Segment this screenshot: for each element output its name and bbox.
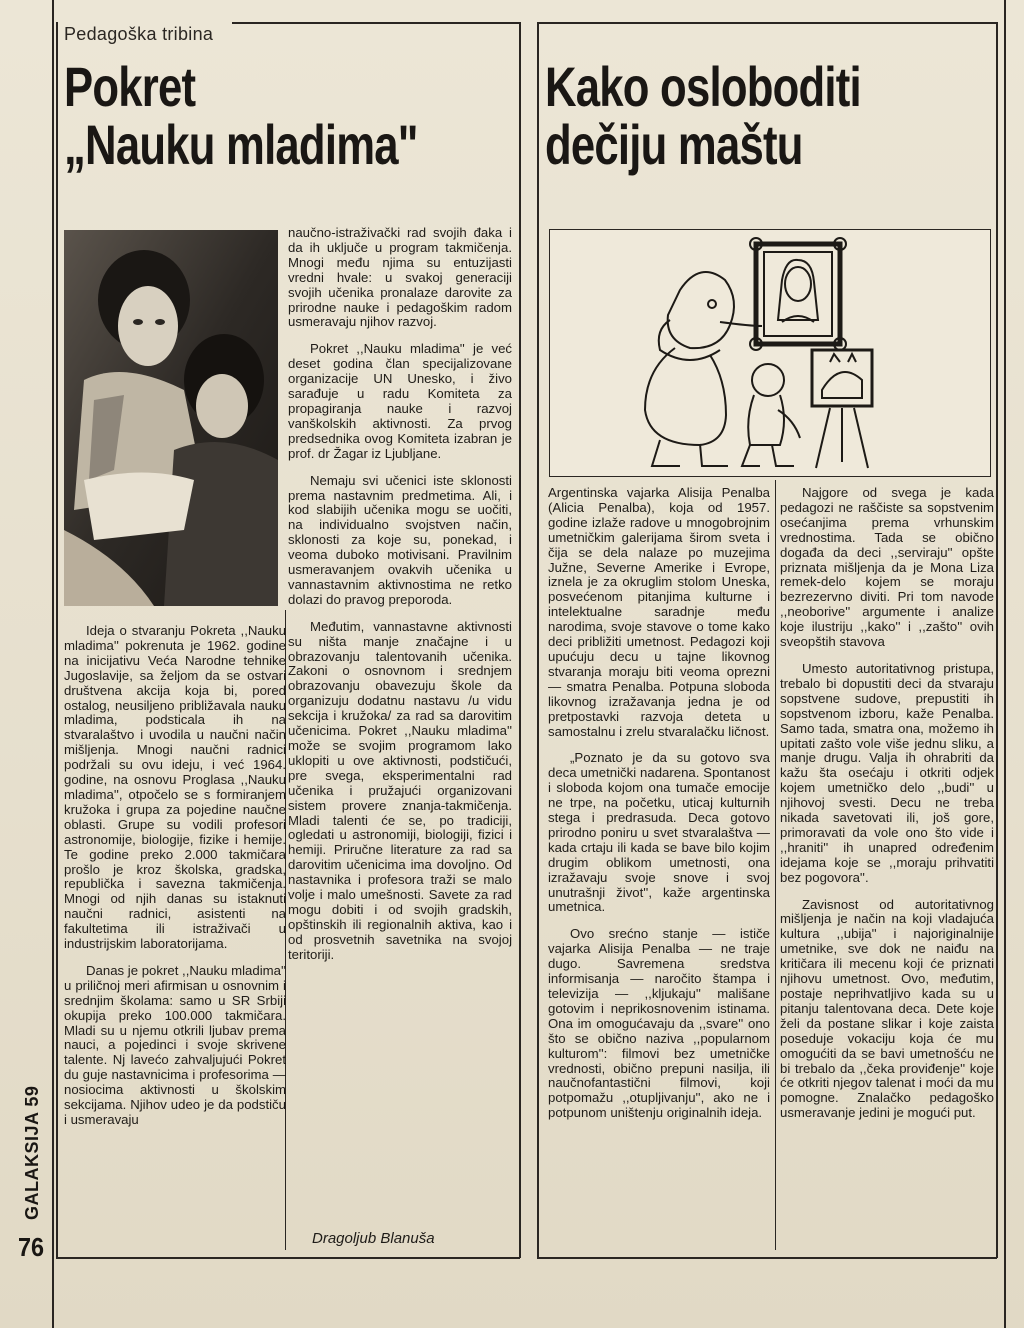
left-article-column-2 bbox=[288, 226, 512, 975]
right-headline bbox=[545, 55, 861, 176]
right-article-frame-top bbox=[537, 22, 997, 24]
right-article-column-1 bbox=[548, 486, 770, 1133]
section-kicker: Pedagoška tribina bbox=[64, 24, 214, 44]
right-article-frame-right bbox=[996, 22, 998, 1258]
left-margin-rule bbox=[52, 0, 54, 1328]
cartoon-illustration bbox=[549, 229, 991, 477]
paragraph: naučno-istraživački rad svojih đaka i da ih uključe u program takmičenja. Mnogi među njima su entuzijasti vredni hvale: u svakoj generaciji svojih učenika pronalaze darovite za prirodne nauke i pedagoškim radom usmeravaju njihov razvoj. bbox=[288, 225, 512, 330]
page-right-edge bbox=[1004, 0, 1006, 1328]
left-article-frame-left bbox=[56, 22, 58, 1258]
students-photo bbox=[64, 230, 278, 606]
paragraph: Zavisnost od autoritativnog mišljenja je način na koji vladajuća kultura ,,ubija'' i najoriginalnije umetnike, sve dok ne naiđu na kritičara ili mecenu koji će priznati njihovu umetnost. Ovo, međutim, postaje neprihvatljivo kada su u pitanju talentovana deca. Dete koje želi da postane slikar i koje zaista poseduje vokaciju koja će mu omogućiti da se bavi umetnošću ne bi trebalo da ,,čeka proviđenje'' koje će otkriti njegov talenat i moći da mu pomogne. Znalačko pedagoško usmeravanje jedini je mogući put. bbox=[780, 896, 994, 1121]
paragraph: „Poznato je da su gotovo sva deca umetnički nadarena. Spontanost i sloboda kojom ona tumače emocije ne trpe, na početku, uticaj kulturnih stega i predrasuda. Deca gotovo prirodno poniru u svet stvaralaštva — kada crtaju ili kada se bave bilo kojim drugim oblikom umetnosti, ona izražavaju svoje snove i svoj unutrašnji život'', kaže argentinska umetnica. bbox=[548, 750, 770, 915]
left-headline bbox=[64, 55, 418, 176]
magazine-name-vertical: GALAKSIJA 59 bbox=[22, 1085, 42, 1220]
right-headline-line2: dečiju maštu bbox=[545, 113, 803, 176]
author-byline: Dragoljub Blanuša bbox=[312, 1230, 435, 1247]
right-headline-line1: Kako osloboditi bbox=[545, 55, 861, 118]
right-article-frame-bottom bbox=[537, 1257, 997, 1259]
right-article-frame-left bbox=[537, 22, 539, 1258]
paragraph: Nemaju svi učenici iste sklonosti prema nastavnim predmetima. Ali, i kod slabijih učenika mogu se uočiti, na individualno svojstven način, sklonosti za koje su, ponekad, i veoma duboko motivisani. Pravilnim usmeravanjem ovakvih učenika u vannastavnim aktivnostima ne retko dolazi do pravog preporoda. bbox=[288, 472, 512, 607]
right-article-column-2 bbox=[780, 486, 994, 1133]
left-article-column-1 bbox=[64, 624, 286, 1140]
paragraph: Ideja o stvaranju Pokreta ,,Nauku mladima'' pokrenuta je 1962. godine na inicijativu Veća Narodne tehnike Jugoslavije, sa željom da se ostvari društvena akcija koja bi, pored ostalog, neusiljeno približavala nauku mladima, podsticala ih na stvaralaštvo i uvodila u naučni način mišljenja. Mnogi naučni radnici podržali su ovu ideju, i već 1964. godine, na osnovu Proglasa ,,Nauku mladima'', otpočelo se s formiranjem kružoka i grupa za pojedine naučne oblasti. Grupe su vodili profesori astronomije, biologije, fizike i hemije. Te godine preko 2.000 takmičara prošlo je kroz školska, gradska, republička i savezna takmičenja. Mnogi od njih danas su istaknuti naučni radnici, asistenti na fakultetima ili istraživači u industrijskim laboratorijama. bbox=[64, 623, 286, 952]
paragraph: Ovo srećno stanje — ističe vajarka Alisija Penalba — ne traje dugo. Savremena sredstva informisanja — naročito štampa i televizija — ,,kljukaju'' mališane gotovim i neprikosnovenim istinama. Ona im omogućavaju da ,,svare'' ono što se obično naziva ,,popularnom kulturom'': filmovi bez umetničke vrednosti, obično prepuni nasilja, ili naučnofantastični filmovi, koji potpomažu ,,otupljivanju'', ako ne i potpunom uništenju originalnih ideja. bbox=[548, 926, 770, 1121]
left-headline-line2: „Nauku mladima" bbox=[64, 113, 418, 176]
cartoon-drawing bbox=[550, 230, 990, 476]
paragraph: Umesto autoritativnog pristupa, trebalo bi dopustiti deci da stvaraju sopstvene sudove, prepustiti ih sopstvenom izboru, kaže Penalba. Samo tada, smatra ona, možemo ih upitati zašto vole više jednu sliku, a manje drugu. Valja ih ohrabriti da kažu šta osećaju i otkriti odjek kojem umetničko delo ,,budi'' u njihovoj svesti. Decu ne treba nikada savetovati ili, još gore, primoravati da vole ono što vide i ,,hraniti'' ih unapred određenim idejama koje se ,,moraju prihvatiti bez pogovora''. bbox=[780, 660, 994, 885]
left-headline-line1: Pokret bbox=[64, 55, 196, 118]
right-article-column-rule bbox=[775, 480, 776, 1250]
paragraph: Najgore od svega je kada pedagozi ne raščiste sa sopstvenim osećanjima prema vrhunskim vrednostima. Tada se obično događa da deci ,,serviraju'' opšte priznata mišljenja da je Mona Liza remek-delo kojem se moraju bezrezervno diviti. Pri tom navode ,,neoborive'' argumente i analize koje ilustriju ,,kako'' i ,,zašto'' ovih sveopštih stavova bbox=[780, 485, 994, 650]
paragraph: Danas je pokret ,,Nauku mladima'' u priličnoj meri afirmisan u osnovnim i srednjim školama: samo u SR Srbiji okupija preko 100.000 takmičara. Mladi su u njemu otkrili ljubav prema nauci, a pojedinci i svoje skrivene talente. Nj lavećo zahvaljujući Pokret du guje nastavnicima i profesorima — nosiocima aktivnosti u školskim sekcijama. Njihov udeo je da podstiču i usmeravaju bbox=[64, 962, 287, 1127]
paragraph: Međutim, vannastavne aktivnosti su ništa manje značajne i u obrazovanju talentovanih učenika. Zakoni o osnovnom i srednjem obrazovanju obavezuju škole da organizuju dodatnu nastavu /u vidu sekcija i kružoka/ za rad sa darovitim učenicima. Pokret ,,Nauku mladima'' može se svojim programom lako uklopiti u ove aktivnosti, podstičući, pre svega, eksperimentalni rad učenika i pružajući organizovani sistem provere znanja-takmičenja. Mladi talenti će se, po tradiciji, ogledati u astronomiji, biologiji, fizici i hemiji. Priručne literature za rad sa darovitim učenicima ima dovoljno. Od nastavnika i profesora traži se malo volje i malo umešnosti. Savete za rad mogu dobiti i od svojih gradskih, opštinskih ili regionalnih aktiva, kao i od prosvetnih savetnika na svojoj teritoriji. bbox=[288, 618, 512, 962]
students-photo-image bbox=[64, 230, 278, 606]
page-number: 76 bbox=[18, 1232, 45, 1262]
left-article-frame-top bbox=[232, 22, 520, 24]
left-article-frame-bottom bbox=[56, 1257, 520, 1259]
left-article-frame-right bbox=[519, 22, 521, 1258]
paragraph: Argentinska vajarka Alisija Penalba (Alicia Penalba), koja od 1957. godine izlaže radove u mnogobrojnim umetničkim galerijama širom sveta i čija se dela nalaze po muzejima Južne, Severne Amerike i Evrope, iznela je za okruglim stolom Uneska, posvećenom pitanjima kulturne i intelektualne saradnje među narodima, svoje stavove o tome kako deci približiti umetnost. Pedagozi koji upućuju decu u tajne likovnog stvaranja moraju biti veoma oprezni — smatra Penalba. Potpuna sloboda likovnog izražavanja jedna je od pretpostavki razvoja deteta u samostalnu i zrelu stvaralačku ličnost. bbox=[548, 485, 770, 739]
paragraph: Pokret ,,Nauku mladima'' je već deset godina član specijalizovane organizacije UN Unesko, i živo sarađuje u radu Komiteta za propagiranja nauke i razvoj vanškolskih aktivnosti. Za prvog predsednika ovog Komiteta izabran je prof. dr Žagar iz Ljubljane. bbox=[288, 341, 512, 461]
